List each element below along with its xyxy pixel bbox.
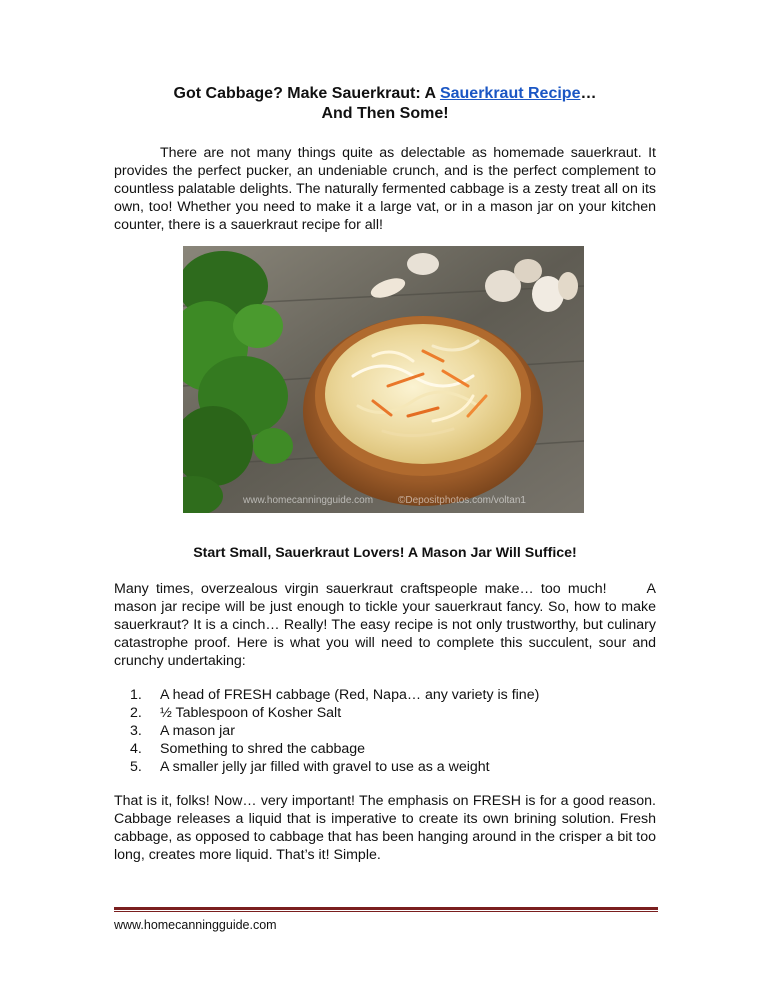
list-text: A mason jar [160,723,235,739]
intro-paragraph: There are not many things quite as delectable as homemade sauerkraut. It provides the perfect pucker, an undeniable crunch, and is the perfect complement to countless palatable delights. The naturally fermented cabbage is a zesty treat all on its own, too! Whether you need to make it a large vat, or in a mason jar on your kitchen counter, there is a sauerkraut recipe for all! [114,145,656,233]
title-suffix: … [580,85,597,102]
list-item [130,686,630,704]
footer-divider-thin [114,911,658,912]
list-text: Something to shred the cabbage [160,741,366,757]
list-number: 5. [130,759,142,775]
title-prefix: Got Cabbage? Make Sauerkraut: A [173,85,440,102]
list-item [130,704,630,722]
watermark-left: www.homecanningguide.com [243,495,374,506]
title-line2: And Then Some! [321,105,449,122]
ingredient-list [130,686,630,776]
list-text: A head of FRESH cabbage (Red, Napa… any variety is fine) [160,687,540,703]
list-number: 1. [130,687,142,703]
section-subheading: Start Small, Sauerkraut Lovers! A Mason Jar Will Suffice! [193,545,577,561]
list-item [130,722,630,740]
list-number: 2. [130,705,142,721]
watermark-right: ©Depositphotos.com/voltan1 [398,495,526,506]
sauerkraut-photo [183,246,584,513]
paragraph-2-part2: A mason jar recipe will be just enough to tickle your sauerkraut fancy. So, how to make sauerkraut? It is a cinch… Really! The easy recipe is not only trustworthy, but culinary catastrophe proof. Here is what you will need to complete this succulent, sour and crunchy undertaking: [114,581,656,669]
list-number: 4. [130,741,142,757]
footer-divider [114,907,658,910]
list-number: 3. [130,723,142,739]
list-text: ½ Tablespoon of Kosher Salt [160,705,342,721]
footer-url: www.homecanningguide.com [114,918,277,932]
sauerkraut-recipe-link[interactable]: Sauerkraut Recipe [439,85,581,102]
paragraph-2 [114,580,656,670]
page-title [114,84,656,124]
list-text: A smaller jelly jar filled with gravel to use as a weight [160,759,490,775]
paragraph-3: That is it, folks! Now… very important! The emphasis on FRESH is for a good reason. Cabbage releases a liquid that is imperative to create its own brining solution. Fresh cabbage, as opposed to cabbage that has been hanging around in the crisper a bit too long, creates more liquid. That’s it! Simple. [114,793,656,863]
paragraph-2-part1: Many times, overzealous virgin sauerkraut craftspeople make… too much! [114,581,607,597]
list-item [130,740,630,758]
list-item [130,758,630,776]
